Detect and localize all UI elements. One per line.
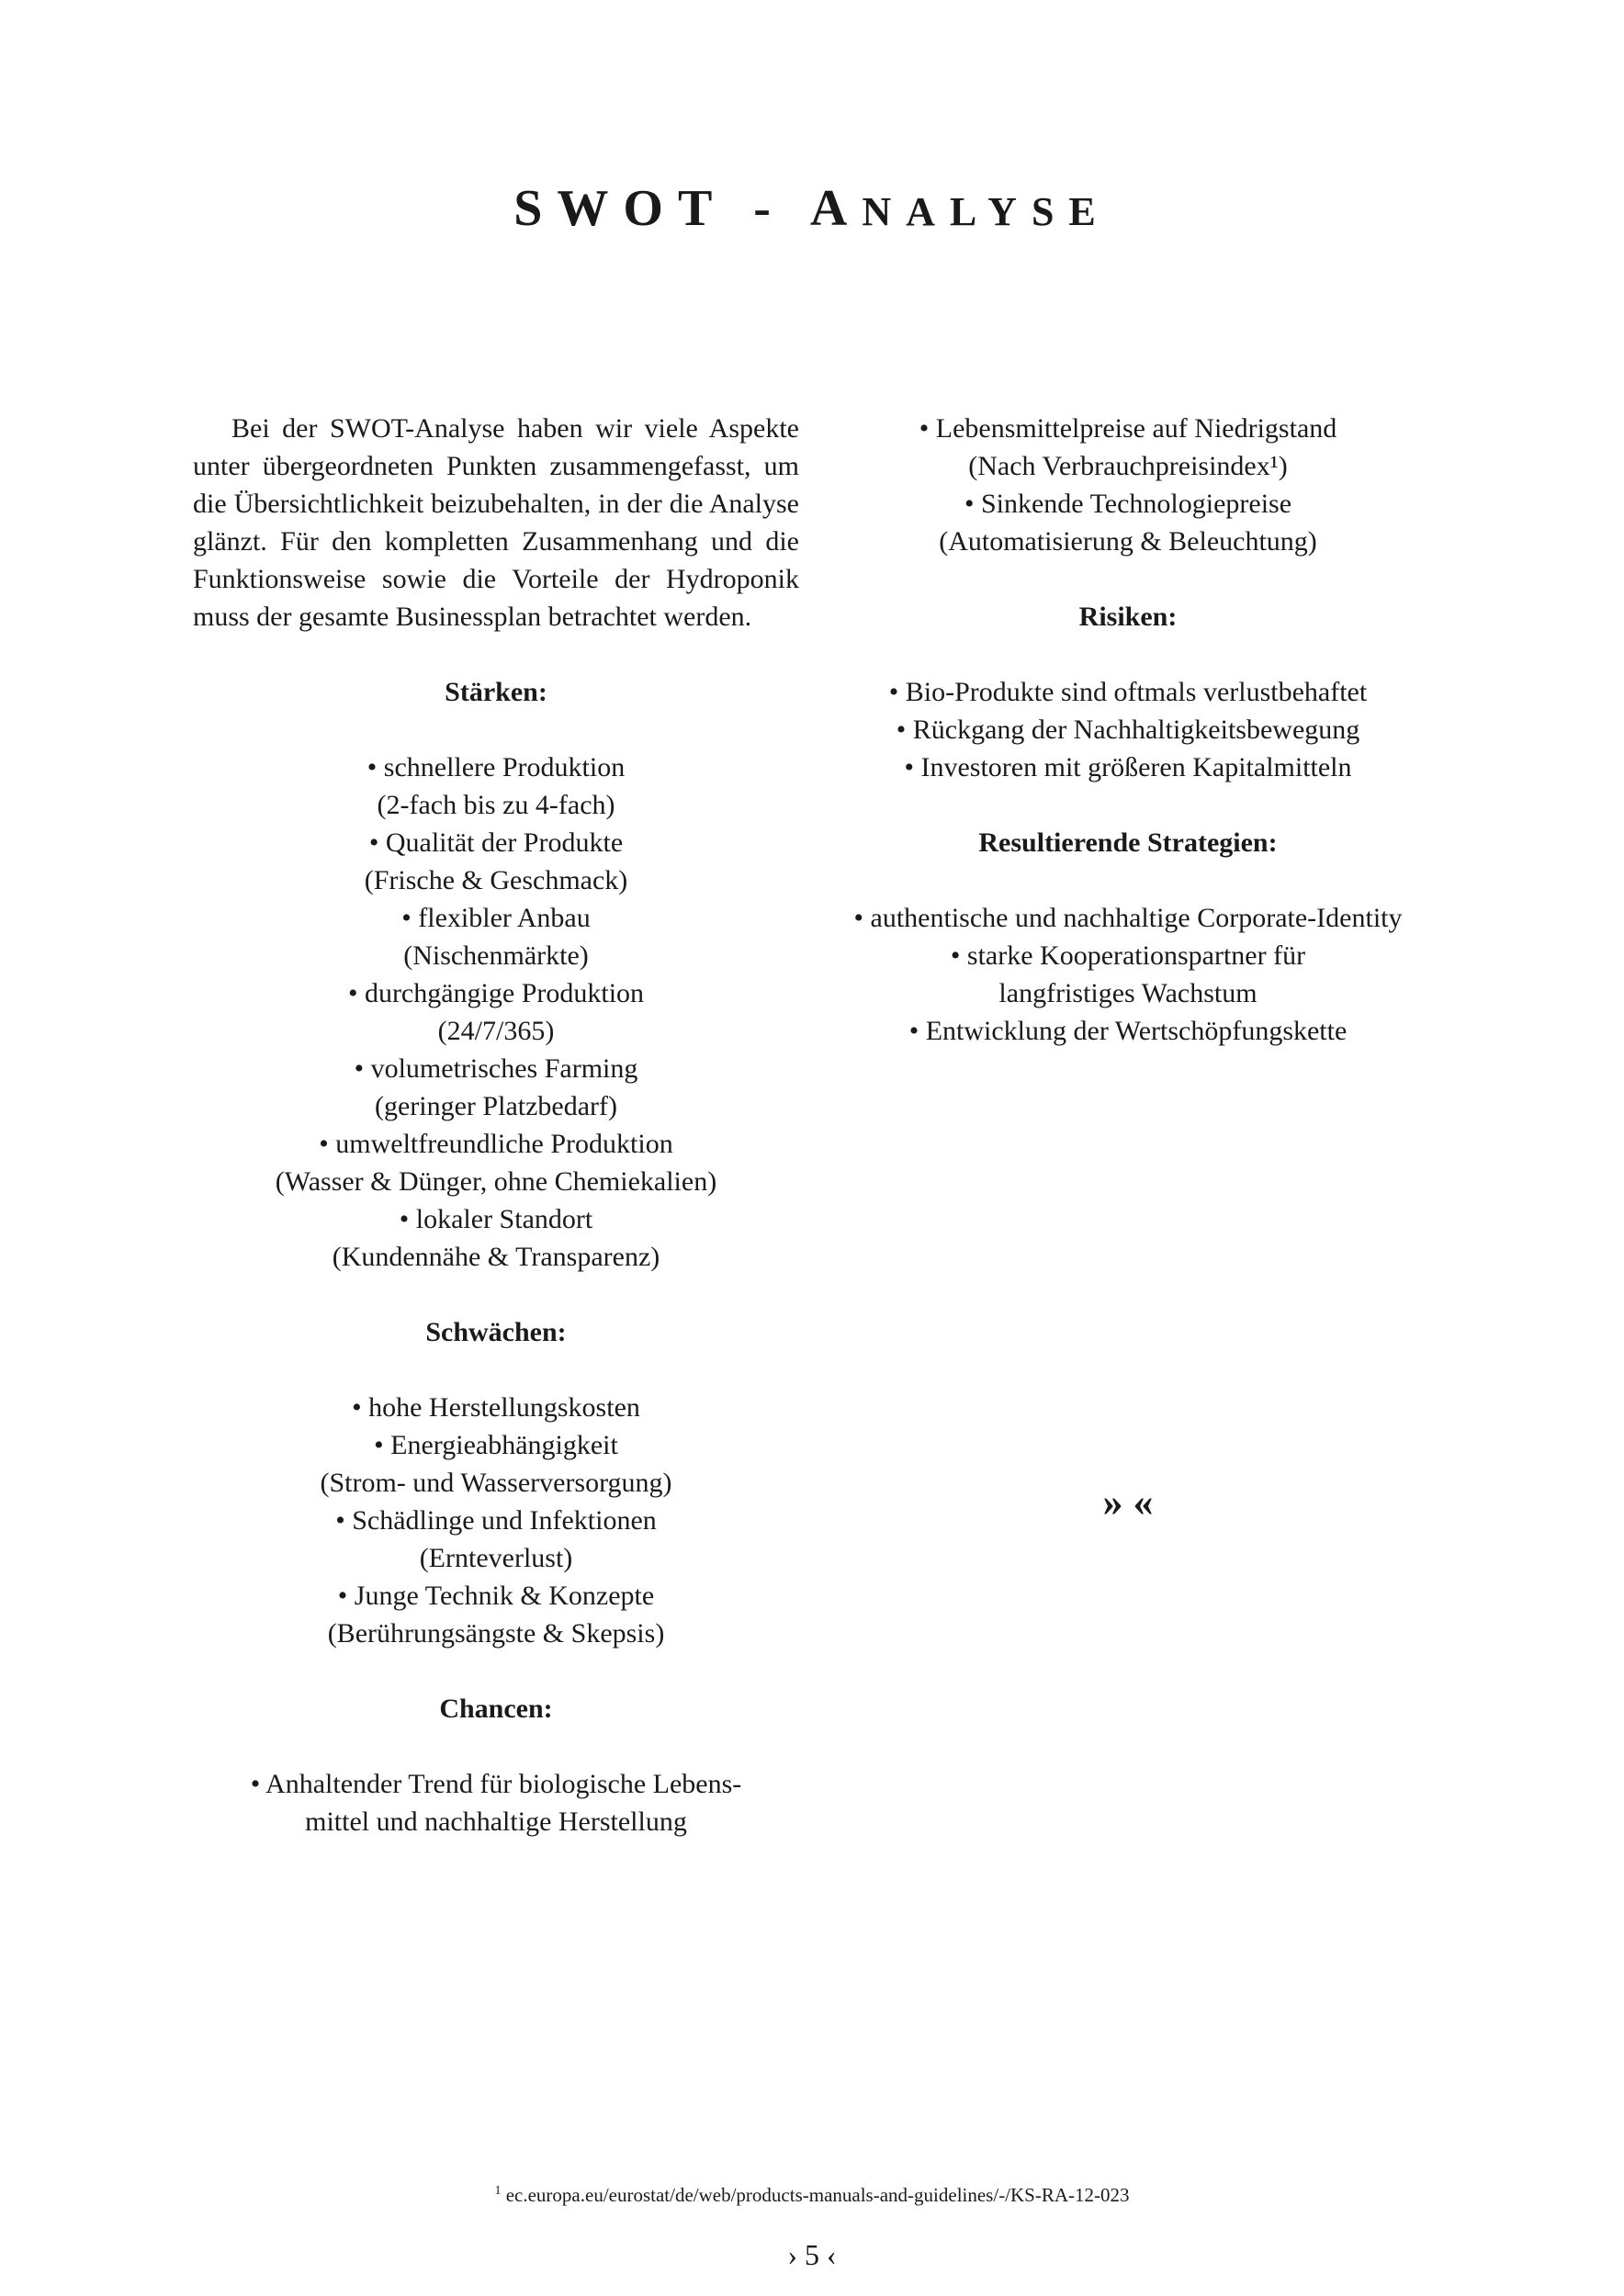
staerken-heading: Stärken:: [445, 677, 547, 707]
list-item: (2-fach bis zu 4-fach): [377, 790, 615, 820]
list-item: • durchgängige Produktion: [347, 978, 645, 1008]
list-item: (Nischenmärkte): [403, 940, 589, 971]
section-schwaechen: [193, 1313, 799, 1652]
list-item: (Wasser & Dünger, ohne Chemiekalien): [275, 1166, 717, 1197]
list-item: • Lebensmittelpreise auf Niedrigstand: [919, 413, 1337, 444]
section-chancen: [193, 1690, 799, 1840]
chancen-list: [816, 410, 1440, 560]
risiken-heading: Risiken:: [1078, 602, 1178, 632]
strategien-heading: Resultierende Strategien:: [978, 827, 1278, 858]
list-item: (Frische & Geschmack): [364, 865, 628, 895]
list-item: • umweltfreundliche Produktion: [319, 1129, 673, 1159]
list-item: • flexibler Anbau: [401, 903, 591, 933]
list-item: (geringer Platzbedarf): [374, 1091, 618, 1121]
risiken-list: [816, 673, 1440, 786]
list-item: • Schädlinge und Infektionen: [335, 1505, 657, 1536]
list-item: • Investoren mit größeren Kapitalmitteln: [904, 752, 1352, 782]
schwaechen-list: [193, 1389, 799, 1652]
section-chancen-cont: [816, 410, 1440, 560]
list-item: • authentische und nachhaltige Corporate-Identity: [853, 903, 1403, 933]
section-risiken: [816, 598, 1440, 786]
list-item: • Qualität der Produkte: [368, 827, 624, 858]
list-item: (Kundennähe & Transparenz): [332, 1242, 660, 1272]
footnote-mark: 1: [494, 2184, 502, 2198]
title-initial: A: [809, 180, 863, 237]
schwaechen-heading: Schwächen:: [425, 1317, 567, 1347]
page-number: › 5 ‹: [787, 2238, 837, 2271]
page-title: [0, 179, 1624, 238]
footnote: [0, 2184, 1624, 2207]
list-item: (Automatisierung & Beleuchtung): [939, 526, 1317, 557]
intro-paragraph: Bei der SWOT-Analyse haben wir viele Aspekte unter übergeordneten Punkten zusammengefasst, um die Übersichtlichkeit beizubehalten, in der die Analyse glänzt. Für den kompletten Zusammenhang und die Funktionsweise sowie die Vorteile der Hydroponik muss der gesamte Businessplan betrachtet werden.: [193, 413, 799, 632]
list-item: • Junge Technik & Konzepte: [337, 1581, 655, 1611]
list-item: • Anhaltender Trend für biologische Lebens-: [250, 1769, 742, 1799]
list-item: (Ernteverlust): [419, 1543, 573, 1573]
strategien-list: [816, 899, 1440, 1050]
title-separator: -: [753, 180, 785, 237]
list-item: • Entwicklung der Wertschöpfungskette: [908, 1016, 1348, 1046]
right-column: [816, 410, 1440, 1087]
list-item: • hohe Herstellungskosten: [352, 1392, 640, 1423]
staerken-list: [193, 748, 799, 1276]
list-item: • volumetrisches Farming: [354, 1053, 638, 1084]
list-item: • Sinkende Technologiepreise: [964, 489, 1292, 519]
list-item: (24/7/365): [437, 1016, 555, 1046]
chancen-heading: Chancen:: [439, 1694, 553, 1724]
list-item: (Strom- und Wasserversorgung): [320, 1468, 672, 1498]
list-item: • schnellere Produktion: [367, 752, 626, 782]
list-item: • starke Kooperationspartner für: [950, 940, 1306, 971]
list-item: • Energieabhängigkeit: [374, 1430, 618, 1460]
quote-marks: » «: [1102, 1480, 1154, 1525]
list-item: langfristiges Wachstum: [998, 978, 1257, 1008]
section-strategien: [816, 824, 1440, 1050]
section-staerken: [193, 673, 799, 1276]
list-item: • Bio-Produkte sind oftmals verlustbehaftet: [888, 677, 1368, 707]
title-main: SWOT: [513, 180, 727, 237]
list-item: • Rückgang der Nachhaltigkeitsbewegung: [896, 715, 1360, 745]
list-item: (Nach Verbrauchpreisindex¹): [968, 451, 1288, 481]
list-item: (Berührungsängste & Skepsis): [327, 1618, 665, 1649]
left-column: [193, 410, 799, 1840]
list-item: mittel und nachhaltige Herstellung: [305, 1806, 687, 1837]
list-item: • lokaler Standort: [399, 1204, 593, 1234]
title-rest: NALYSE: [862, 189, 1111, 234]
footnote-text: ec.europa.eu/eurostat/de/web/products-manuals-and-guidelines/-/KS-RA-12-023: [501, 2184, 1130, 2206]
